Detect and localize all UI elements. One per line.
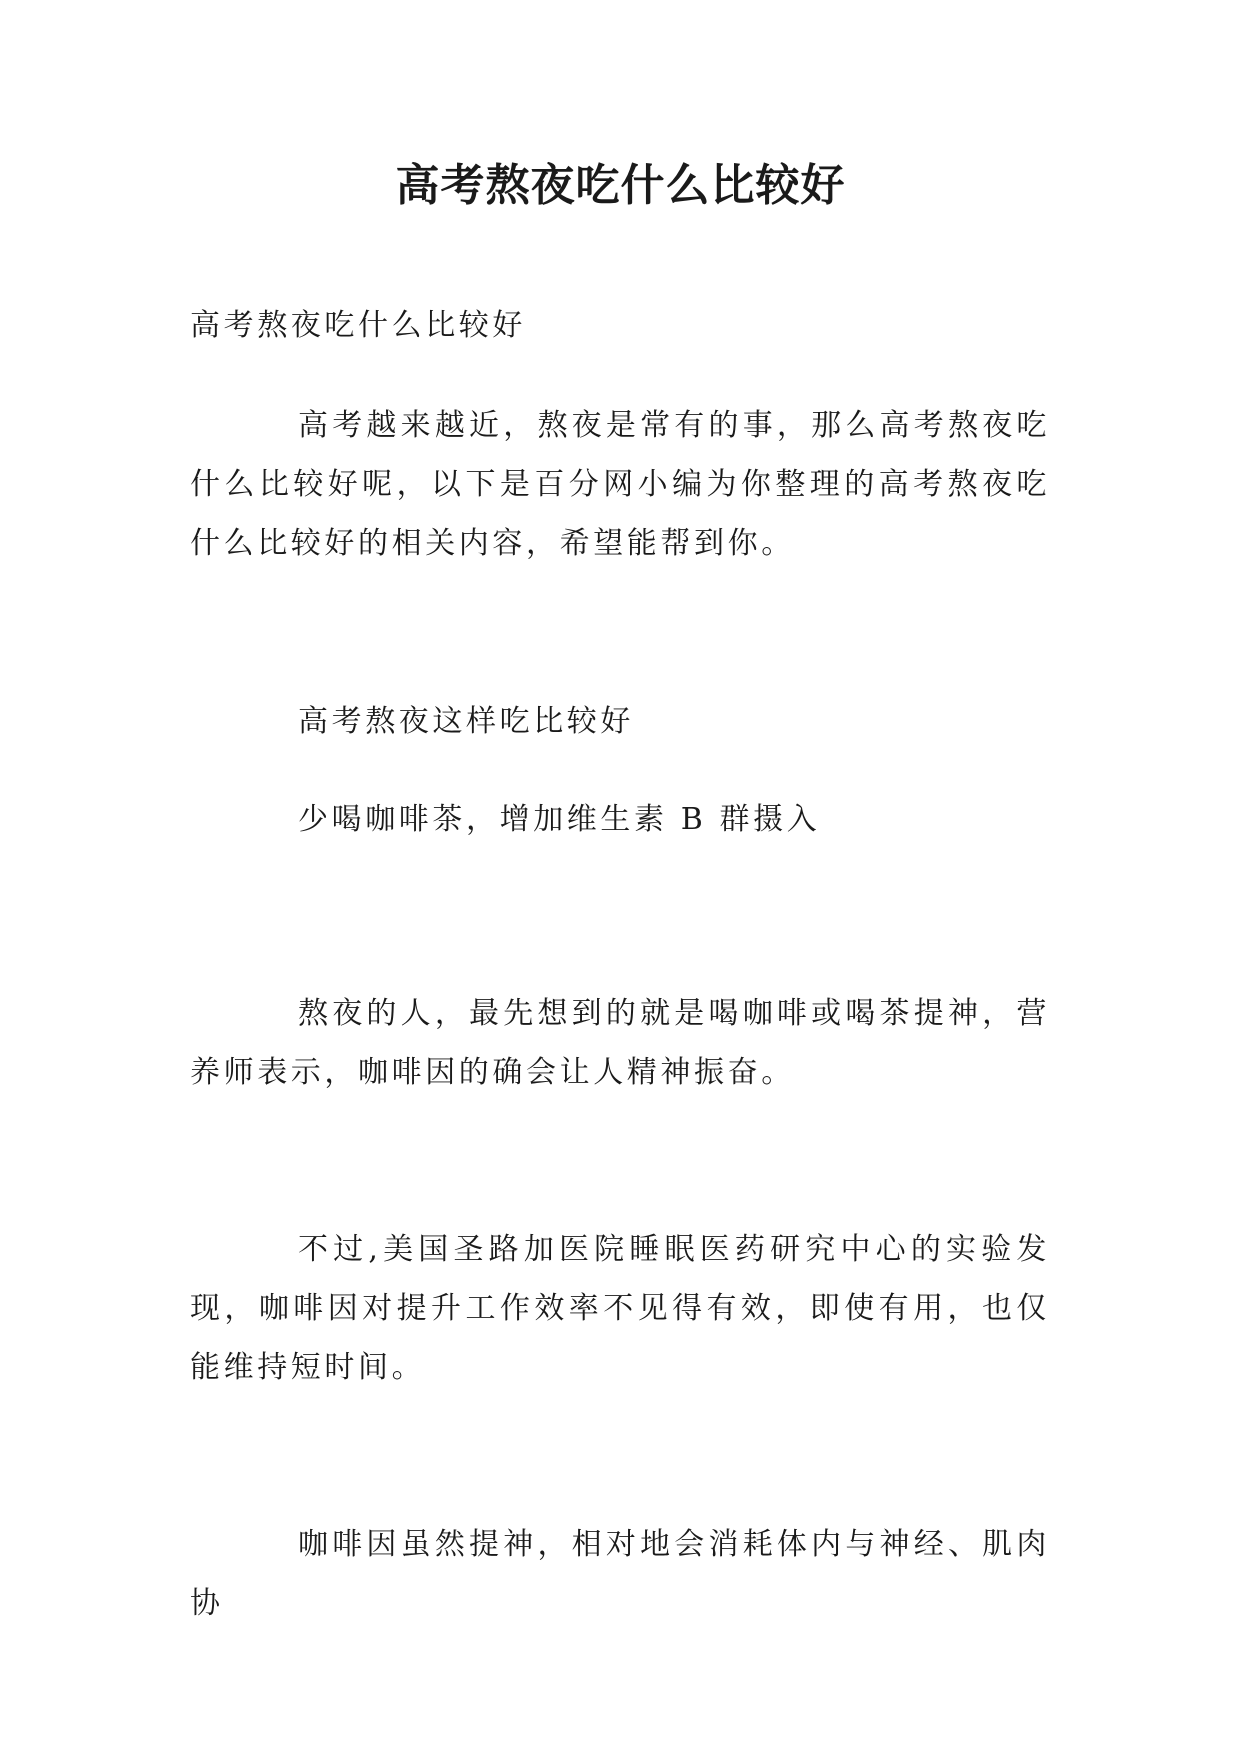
section-heading: 高考熬夜这样吃比较好 (298, 704, 634, 739)
document-title: 高考熬夜吃什么比较好 (395, 160, 846, 211)
paragraph-caffeine: 咖啡因虽然提神，相对地会消耗体内与神经、肌肉协 (190, 1527, 1050, 1621)
paragraph-coffee: 熬夜的人，最先想到的就是喝咖啡或喝茶提神，营养师表示，咖啡因的确会让人精神振奋。 (190, 996, 1050, 1090)
paragraph-research: 不过,美国圣路加医院睡眠医药研究中心的实验发现，咖啡因对提升工作效率不见得有效，即使有用，也仅能维持短时间。 (190, 1232, 1050, 1385)
paragraph-intro: 高考越来越近，熬夜是常有的事，那么高考熬夜吃什么比较好呢，以下是百分网小编为你整理的高考熬夜吃什么比较好的相关内容，希望能帮到你。 (190, 408, 1050, 561)
document-subtitle: 高考熬夜吃什么比较好 (190, 308, 526, 343)
subsection-heading: 少喝咖啡茶，增加维生素 B 群摄入 (298, 802, 821, 837)
